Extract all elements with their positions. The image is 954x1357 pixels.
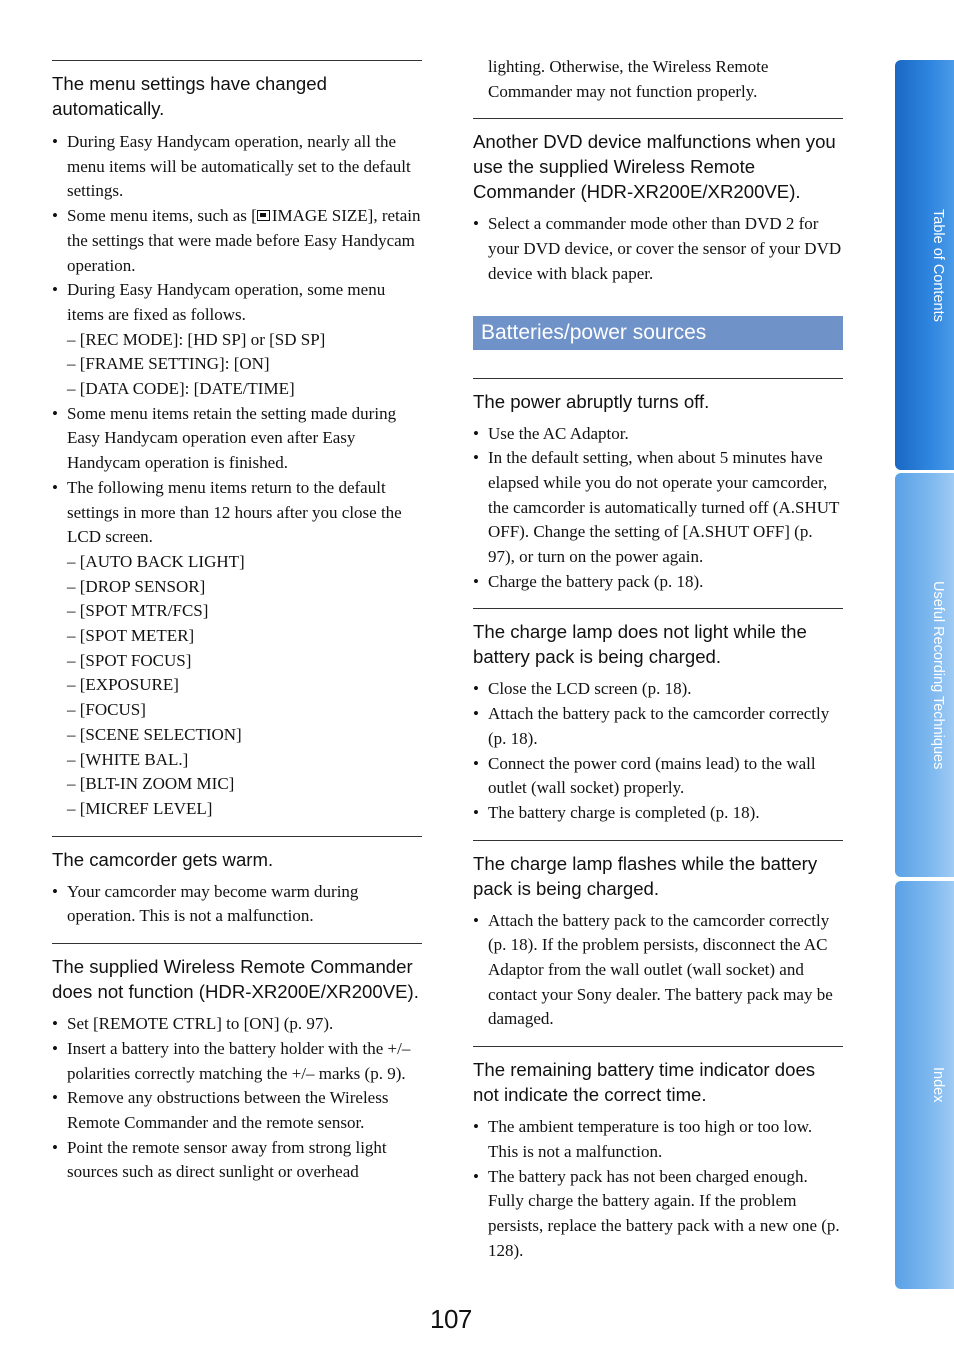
tab-index[interactable] <box>895 881 954 1289</box>
tab-label: Table of Contents <box>930 208 946 322</box>
section-heading: Another DVD device malfunctions when you use the supplied Wireless Remote Commander (HDR-XR200E/XR200VE). <box>473 131 836 203</box>
list-item: • The battery charge is completed (p. 18). <box>473 801 843 826</box>
bullet-list <box>52 880 422 929</box>
sub-item: – [SCENE SELECTION] <box>67 724 242 744</box>
list-item: • Attach the battery pack to the camcorder correctly (p. 18). If the problem persists, disconnect the AC Adaptor from the wall outlet (wall socket) and contact your Sony dealer. The battery pack may be damaged. <box>473 909 843 1033</box>
section-rule <box>52 60 422 61</box>
list-item: • In the default setting, when about 5 minutes have elapsed while you do not operate your camcorder, the camcorder is automatically turned off (A.SHUT OFF). Change the setting of [A.SHUT OFF] (p. 97), or turn on the power again. <box>473 446 843 570</box>
left-column <box>52 0 422 1185</box>
sub-item: – [SPOT METER] <box>67 626 195 646</box>
page-number: 107 <box>430 1304 472 1334</box>
list-item: • During Easy Handycam operation, nearly all the menu items will be automatically set to the default settings. <box>52 130 422 204</box>
section-banner: Batteries/power sources <box>473 316 843 350</box>
sub-item: – [SPOT MTR/FCS] <box>67 601 209 621</box>
list-item: • Attach the battery pack to the camcorder correctly (p. 18). <box>473 702 843 751</box>
section-heading: The charge lamp flashes while the battery pack is being charged. <box>473 852 818 899</box>
bullet-list <box>473 677 843 825</box>
section-heading: The camcorder gets warm. <box>52 848 274 870</box>
tab-label: Useful Recording Techniques <box>930 580 946 770</box>
section-rule <box>473 118 843 119</box>
list-item: • During Easy Handycam operation, some menu items are fixed as follows. <box>52 278 422 327</box>
sub-item: – [WHITE BAL.] <box>67 749 189 769</box>
tab-useful-recording-techniques[interactable] <box>895 473 954 877</box>
sub-item: – [AUTO BACK LIGHT] <box>67 551 245 571</box>
sub-item: – [FRAME SETTING]: [ON] <box>67 354 270 374</box>
sub-item: – [SPOT FOCUS] <box>67 650 192 670</box>
continued-text: lighting. Otherwise, the Wireless Remote Commander may not function properly. <box>488 57 769 101</box>
list-item: • The battery pack has not been charged enough. Fully charge the battery again. If the problem persists, replace the battery pack with a new one (p. 128). <box>473 1165 843 1264</box>
section-rule <box>473 840 843 841</box>
list-item: • Point the remote sensor away from strong light sources such as direct sunlight or overhead <box>52 1136 422 1185</box>
image-size-icon <box>257 210 270 221</box>
list-item: • Charge the battery pack (p. 18). <box>473 570 843 595</box>
sub-item: – [BLT-IN ZOOM MIC] <box>67 774 235 794</box>
list-item: • Use the AC Adaptor. <box>473 422 843 447</box>
list-item: • Insert a battery into the battery holder with the +/– polarities correctly matching the +/– marks (p. 9). <box>52 1037 422 1086</box>
list-item: • Remove any obstructions between the Wireless Remote Commander and the remote sensor. <box>52 1086 422 1135</box>
list-item: • The ambient temperature is too high or too low. This is not a malfunction. <box>473 1115 843 1164</box>
list-item: • Close the LCD screen (p. 18). <box>473 677 843 702</box>
list-item <box>52 204 422 278</box>
section-rule <box>473 378 843 379</box>
sub-item: – [DATA CODE]: [DATE/TIME] <box>67 379 295 399</box>
list-item: • Select a commander mode other than DVD 2 for your DVD device, or cover the sensor of your DVD device with black paper. <box>473 212 843 286</box>
list-item: • Set [REMOTE CTRL] to [ON] (p. 97). <box>52 1012 422 1037</box>
list-item: • The following menu items return to the default settings in more than 12 hours after you close the LCD screen. <box>52 476 422 550</box>
list-item: • Connect the power cord (mains lead) to the wall outlet (wall socket) properly. <box>473 752 843 801</box>
bullet-list <box>473 1115 843 1263</box>
list-item-text: Some menu items, such as [ <box>67 206 257 226</box>
section-rule <box>52 943 422 944</box>
section-heading: The supplied Wireless Remote Commander does not function (HDR-XR200E/XR200VE). <box>52 956 419 1003</box>
sub-item: – [FOCUS] <box>67 700 146 720</box>
right-column <box>473 0 843 1263</box>
list-item: • Your camcorder may become warm during operation. This is not a malfunction. <box>52 880 422 929</box>
bullet-list <box>52 1012 422 1185</box>
list-item-text: IMAGE SIZE], retain the settings that were made before Easy Handycam operation. <box>67 206 421 275</box>
sub-item: – [MICREF LEVEL] <box>67 798 213 818</box>
section-heading: The remaining battery time indicator does not indicate the correct time. <box>473 1059 816 1106</box>
tab-table-of-contents[interactable] <box>895 60 954 470</box>
tab-label: Index <box>930 1067 946 1103</box>
bullet-list <box>473 212 843 286</box>
bullet-list <box>473 422 843 595</box>
sub-item: – [DROP SENSOR] <box>67 576 206 596</box>
section-heading: The menu settings have changed automatically. <box>52 73 327 119</box>
bullet-list <box>52 130 422 822</box>
sub-item: – [EXPOSURE] <box>67 675 179 695</box>
section-rule <box>52 836 422 837</box>
sub-item: – [REC MODE]: [HD SP] or [SD SP] <box>67 329 326 349</box>
list-item: • Some menu items retain the setting made during Easy Handycam operation even after Easy Handycam operation is finished. <box>52 402 422 476</box>
bullet-list <box>473 909 843 1033</box>
section-heading: The power abruptly turns off. <box>473 390 710 412</box>
section-rule <box>473 608 843 609</box>
section-rule <box>473 1046 843 1047</box>
section-heading: The charge lamp does not light while the battery pack is being charged. <box>473 621 807 668</box>
